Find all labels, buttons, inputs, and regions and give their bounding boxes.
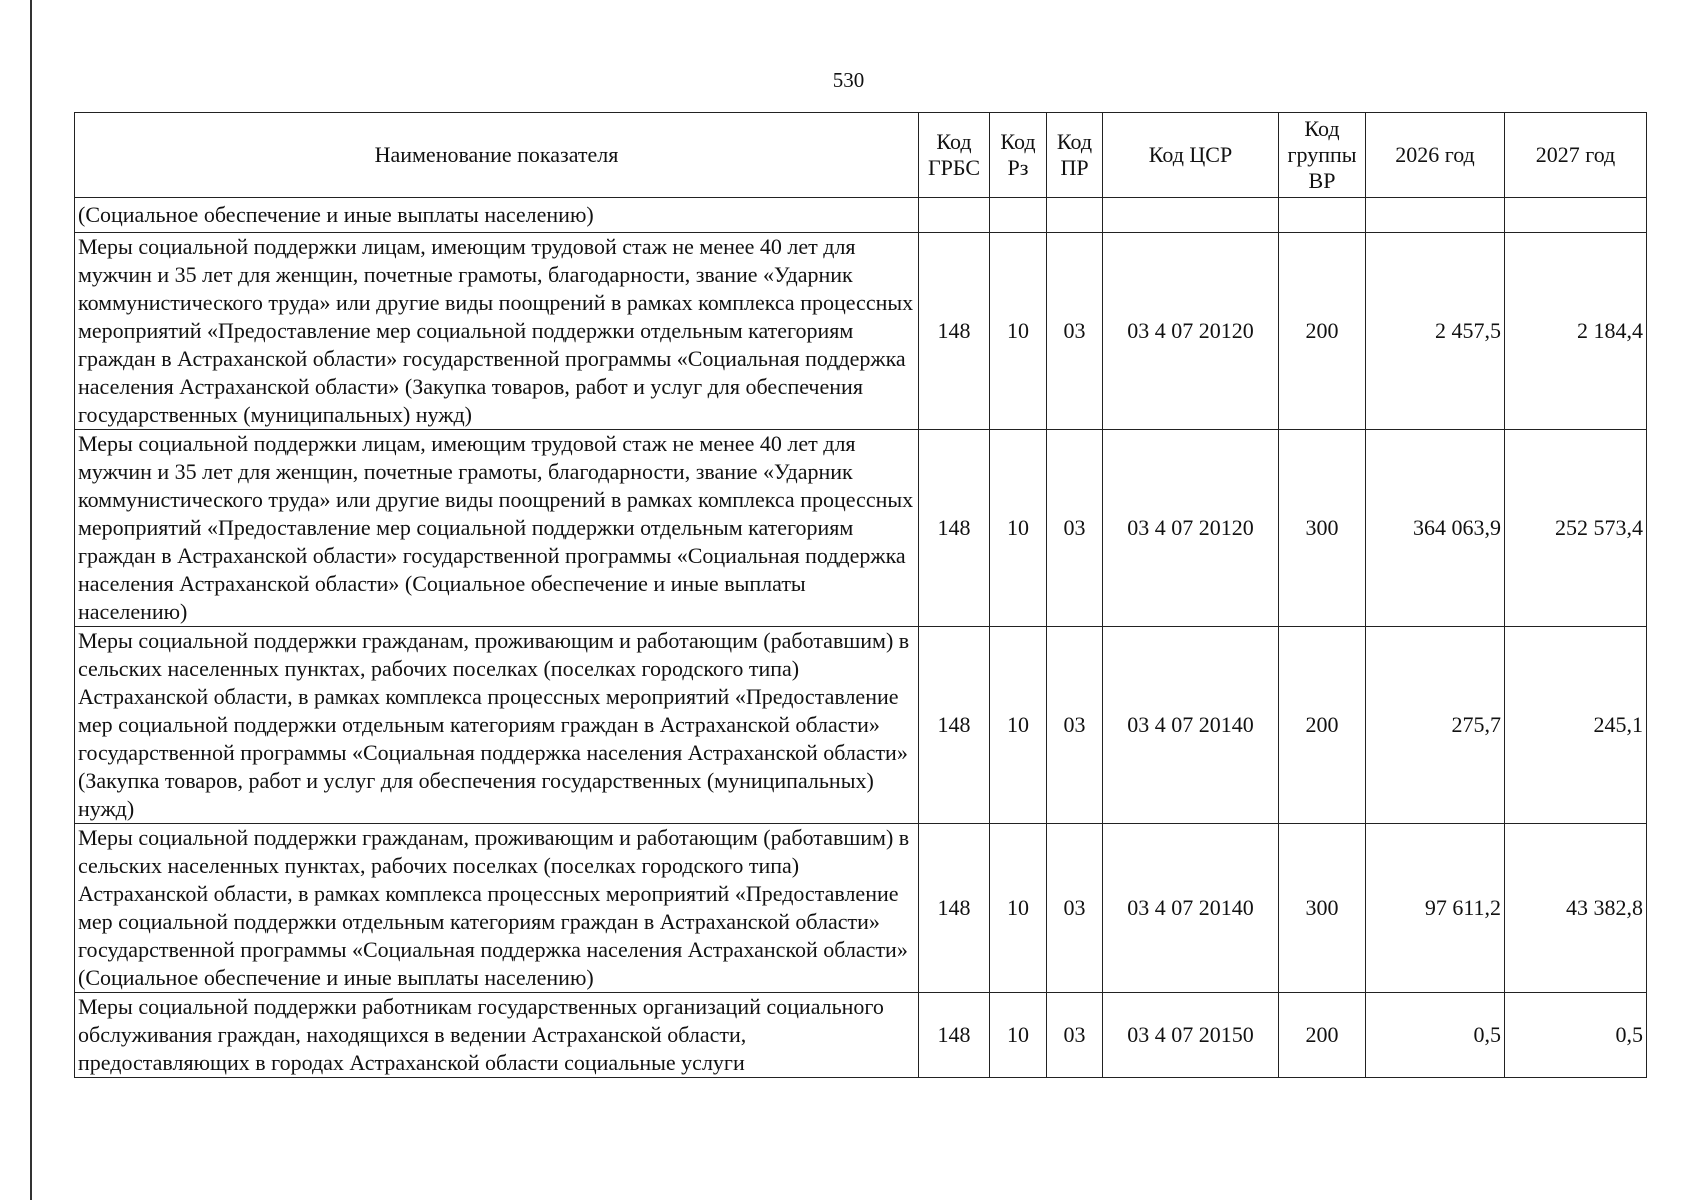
amount-2027: 43 382,8 bbox=[1505, 824, 1647, 993]
rz-code: 10 bbox=[990, 993, 1047, 1078]
grbs-code: 148 bbox=[919, 993, 990, 1078]
continuation-text: (Социальное обеспечение и иные выплаты населению) bbox=[75, 198, 919, 233]
table-row bbox=[75, 993, 1647, 1078]
header-2026: 2026 год bbox=[1366, 113, 1505, 198]
table-row bbox=[75, 627, 1647, 824]
table-row bbox=[75, 233, 1647, 430]
header-grbs: Код ГРБС bbox=[919, 113, 990, 198]
pr-code: 03 bbox=[1047, 627, 1103, 824]
grbs-code: 148 bbox=[919, 824, 990, 993]
csr-code: 03 4 07 20150 bbox=[1103, 993, 1279, 1078]
indicator-name: Меры социальной поддержки гражданам, проживающим и работающим (работавшим) в сельских населенных пунктах, рабочих поселках (поселках городского типа) Астраханской области, в рамках комплекса процессных мероприятий «Предоставление мер социальной поддержки отдельным категориям граждан в Астраханской области» государственной программы «Социальная поддержка населения Астраханской области» (Закупка товаров, работ и услуг для обеспечения государственных (муниципальных) нужд) bbox=[75, 627, 919, 824]
indicator-name: Меры социальной поддержки лицам, имеющим трудовой стаж не менее 40 лет для мужчин и 35 лет для женщин, почетные грамоты, благодарности, звание «Ударник коммунистического труда» или другие виды поощрений в рамках комплекса процессных мероприятий «Предоставление мер социальной поддержки отдельным категориям граждан в Астраханской области» государственной программы «Социальная поддержка населения Астраханской области» (Социальное обеспечение и иные выплаты населению) bbox=[75, 430, 919, 627]
vr-code: 200 bbox=[1279, 993, 1366, 1078]
rz-code: 10 bbox=[990, 824, 1047, 993]
binding-margin-line bbox=[30, 0, 32, 1200]
budget-table bbox=[74, 112, 1647, 1078]
vr-code: 300 bbox=[1279, 824, 1366, 993]
vr-code: 200 bbox=[1279, 627, 1366, 824]
amount-2027: 0,5 bbox=[1505, 993, 1647, 1078]
empty-cell bbox=[919, 198, 990, 233]
csr-code: 03 4 07 20120 bbox=[1103, 233, 1279, 430]
empty-cell bbox=[1103, 198, 1279, 233]
pr-code: 03 bbox=[1047, 430, 1103, 627]
indicator-name: Меры социальной поддержки лицам, имеющим трудовой стаж не менее 40 лет для мужчин и 35 лет для женщин, почетные грамоты, благодарности, звание «Ударник коммунистического труда» или другие виды поощрений в рамках комплекса процессных мероприятий «Предоставление мер социальной поддержки отдельным категориям граждан в Астраханской области» государственной программы «Социальная поддержка населения Астраханской области» (Закупка товаров, работ и услуг для обеспечения государственных (муниципальных) нужд) bbox=[75, 233, 919, 430]
csr-code: 03 4 07 20140 bbox=[1103, 627, 1279, 824]
pr-code: 03 bbox=[1047, 824, 1103, 993]
header-name: Наименование показателя bbox=[75, 113, 919, 198]
header-vr: Код группы ВР bbox=[1279, 113, 1366, 198]
continuation-row bbox=[75, 198, 1647, 233]
empty-cell bbox=[1505, 198, 1647, 233]
table-row bbox=[75, 430, 1647, 627]
amount-2026: 364 063,9 bbox=[1366, 430, 1505, 627]
header-2027: 2027 год bbox=[1505, 113, 1647, 198]
amount-2026: 97 611,2 bbox=[1366, 824, 1505, 993]
header-rz: Код Рз bbox=[990, 113, 1047, 198]
pr-code: 03 bbox=[1047, 993, 1103, 1078]
page-number: 530 bbox=[832, 68, 865, 92]
amount-2027: 2 184,4 bbox=[1505, 233, 1647, 430]
pr-code: 03 bbox=[1047, 233, 1103, 430]
rz-code: 10 bbox=[990, 430, 1047, 627]
rz-code: 10 bbox=[990, 233, 1047, 430]
vr-code: 300 bbox=[1279, 430, 1366, 627]
amount-2027: 252 573,4 bbox=[1505, 430, 1647, 627]
grbs-code: 148 bbox=[919, 233, 990, 430]
empty-cell bbox=[1366, 198, 1505, 233]
rz-code: 10 bbox=[990, 627, 1047, 824]
amount-2026: 275,7 bbox=[1366, 627, 1505, 824]
header-csr: Код ЦСР bbox=[1103, 113, 1279, 198]
table-row bbox=[75, 824, 1647, 993]
empty-cell bbox=[1279, 198, 1366, 233]
grbs-code: 148 bbox=[919, 627, 990, 824]
empty-cell bbox=[990, 198, 1047, 233]
grbs-code: 148 bbox=[919, 430, 990, 627]
empty-cell bbox=[1047, 198, 1103, 233]
indicator-name: Меры социальной поддержки работникам государственных организаций социального обслуживания граждан, находящихся в ведении Астраханской области, предоставляющих в городах Астраханской области социальные услуги bbox=[75, 993, 919, 1078]
amount-2026: 2 457,5 bbox=[1366, 233, 1505, 430]
csr-code: 03 4 07 20120 bbox=[1103, 430, 1279, 627]
amount-2026: 0,5 bbox=[1366, 993, 1505, 1078]
table-header-row bbox=[75, 113, 1647, 198]
header-pr: Код ПР bbox=[1047, 113, 1103, 198]
amount-2027: 245,1 bbox=[1505, 627, 1647, 824]
indicator-name: Меры социальной поддержки гражданам, проживающим и работающим (работавшим) в сельских населенных пунктах, рабочих поселках (поселках городского типа) Астраханской области, в рамках комплекса процессных мероприятий «Предоставление мер социальной поддержки отдельным категориям граждан в Астраханской области» государственной программы «Социальная поддержка населения Астраханской области» (Социальное обеспечение и иные выплаты населению) bbox=[75, 824, 919, 993]
vr-code: 200 bbox=[1279, 233, 1366, 430]
csr-code: 03 4 07 20140 bbox=[1103, 824, 1279, 993]
